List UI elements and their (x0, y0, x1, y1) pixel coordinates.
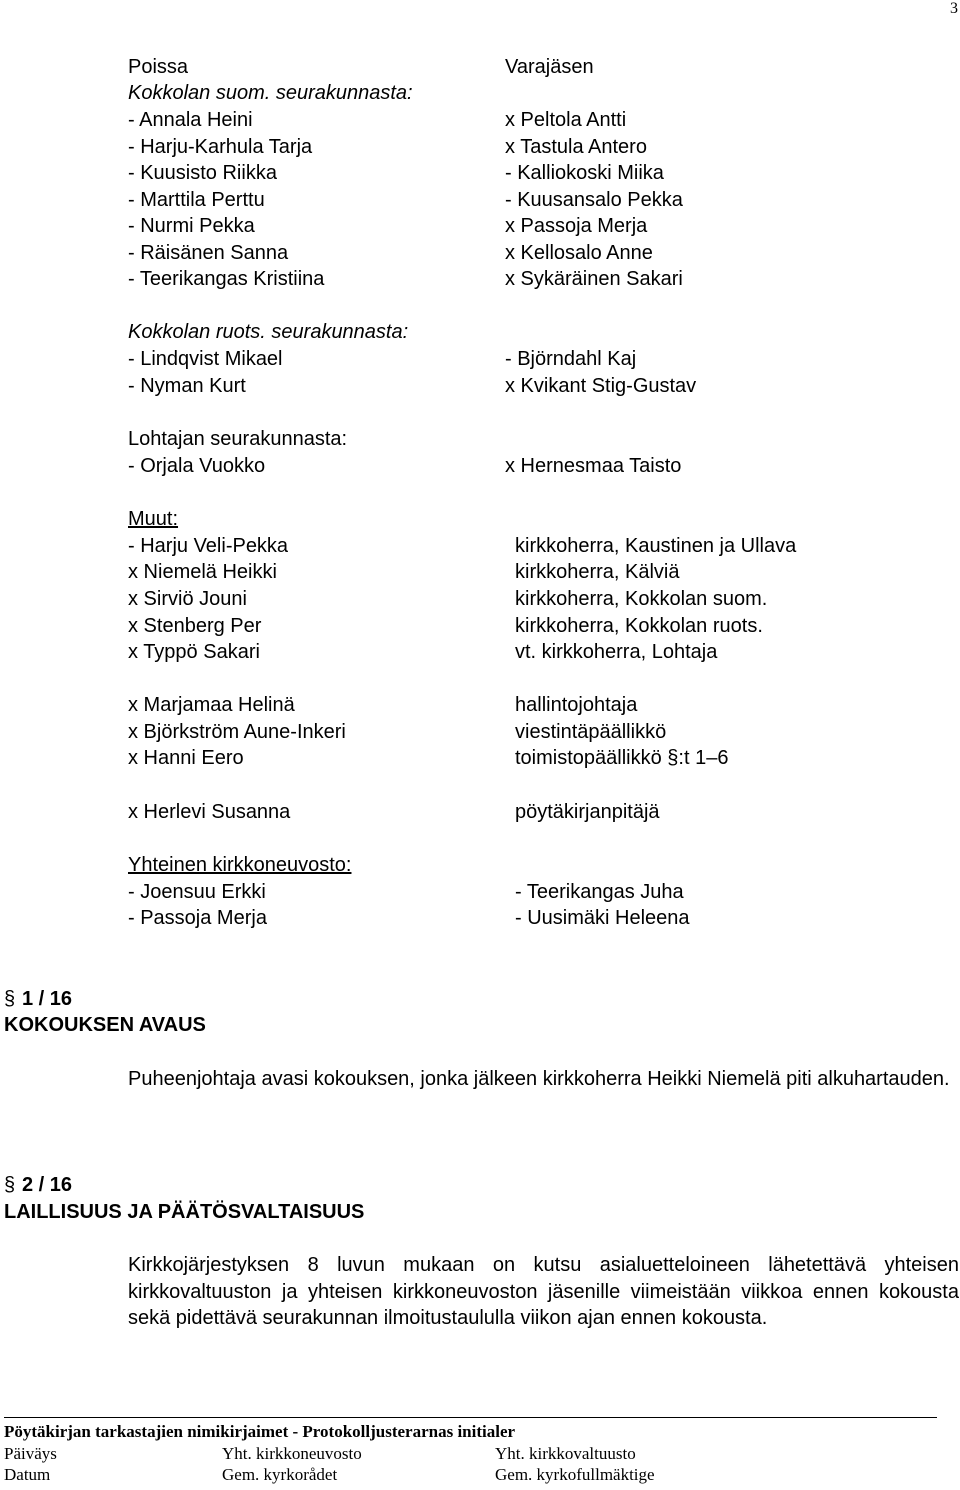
muut-name: - Harju Veli-Pekka (128, 535, 289, 557)
muut-role: kirkkoherra, Kokkolan ruots. (515, 615, 763, 637)
footer-title: Pöytäkirjan tarkastajien nimikirjaimet - Protokolljusterarnas initialer (4, 1422, 516, 1441)
yhteinen-heading: Yhteinen kirkkoneuvosto: (128, 854, 352, 876)
suom-member: - Harju-Karhula Tarja (128, 136, 313, 158)
muut-role: vt. kirkkoherra, Lohtaja (515, 641, 718, 663)
section-text: Puheenjohtaja avasi kokouksen, jonka jälkeen kirkkoherra Heikki Niemelä piti alkuhartauden. (128, 1068, 950, 1090)
suom-member: - Nurmi Pekka (128, 215, 255, 237)
yhteinen-role: - Teerikangas Juha (515, 881, 684, 903)
section-text: Kirkkojärjestyksen 8 luvun mukaan on kutsu asialuetteloineen lähetettävä yhteisen kirkkovaltuuston ja yhteisen kirkkoneuvoston jäsenille viimeistään viikkoa ennen kokousta sekä pidettävä seurakunnan ilmoitustaululla viikon ajan ennen kokousta. (128, 1254, 959, 1329)
muut-role: kirkkoherra, Kaustinen ja Ullava (515, 535, 797, 557)
suom-deputy: x Peltola Antti (505, 109, 627, 131)
ruots-deputy: - Björndahl Kaj (505, 348, 637, 370)
muut-heading: Muut: (128, 508, 179, 530)
secretary-name: x Herlevi Susanna (128, 801, 291, 823)
muut-name: x Typpö Sakari (128, 641, 260, 663)
yhteinen-role: - Uusimäki Heleena (515, 907, 690, 929)
lohtaja-member: - Orjala Vuokko (128, 455, 266, 477)
suom-deputy: x Passoja Merja (505, 215, 648, 237)
suom-member: - Teerikangas Kristiina (128, 268, 325, 290)
suom-deputy: - Kuusansalo Pekka (505, 189, 683, 211)
footer-assembly-label-sv: Gem. kyrkofullmäktige (495, 1465, 655, 1484)
yhteinen-name: - Joensuu Erkki (128, 881, 266, 903)
footer-council-label-sv: Gem. kyrkorådet (222, 1465, 338, 1484)
ruots-member: - Nyman Kurt (128, 375, 246, 397)
muut-role: kirkkoherra, Kokkolan suom. (515, 588, 768, 610)
suom-deputy: x Kellosalo Anne (505, 242, 653, 264)
staff-role: hallintojohtaja (515, 694, 638, 716)
suom-deputy: - Kalliokoski Miika (505, 162, 664, 184)
section-title: LAILLISUUS JA PÄÄTÖSVALTAISUUS (4, 1201, 365, 1223)
lohtaja-deputy: x Hernesmaa Taisto (505, 455, 682, 477)
suom-member: - Kuusisto Riikka (128, 162, 277, 184)
muut-name: x Sirviö Jouni (128, 588, 247, 610)
suom-deputy: x Tastula Antero (505, 136, 647, 158)
staff-name: x Björkström Aune-Inkeri (128, 721, 346, 743)
absent-heading: Poissa (128, 56, 189, 78)
footer-divider (4, 1417, 937, 1418)
secretary-role: pöytäkirjanpitäjä (515, 801, 660, 823)
ruots-deputy: x Kvikant Stig-Gustav (505, 375, 697, 397)
paragraph-sign-icon: § (4, 1174, 16, 1196)
suom-member: - Marttila Perttu (128, 189, 265, 211)
deputy-heading: Varajäsen (505, 56, 594, 78)
muut-name: x Stenberg Per (128, 615, 262, 637)
footer-council-label: Yht. kirkkoneuvosto (222, 1444, 362, 1463)
staff-name: x Hanni Eero (128, 747, 244, 769)
staff-role: viestintäpäällikkö (515, 721, 667, 743)
paragraph-sign-icon: § (4, 988, 16, 1010)
footer-date-label: Päiväys (4, 1444, 57, 1463)
muut-role: kirkkoherra, Kälviä (515, 561, 680, 583)
page-number: 3 (950, 0, 958, 17)
muut-name: x Niemelä Heikki (128, 561, 277, 583)
section-title: KOKOUKSEN AVAUS (4, 1014, 206, 1036)
section-number: 2 / 16 (22, 1174, 73, 1196)
staff-name: x Marjamaa Helinä (128, 694, 295, 716)
suom-heading: Kokkolan suom. seurakunnasta: (128, 82, 413, 104)
staff-role: toimistopäällikkö §:t 1–6 (515, 747, 729, 769)
ruots-heading: Kokkolan ruots. seurakunnasta: (128, 321, 409, 343)
suom-member: - Annala Heini (128, 109, 253, 131)
suom-member: - Räisänen Sanna (128, 242, 289, 264)
footer-assembly-label: Yht. kirkkovaltuusto (495, 1444, 636, 1463)
footer-date-label-sv: Datum (4, 1465, 51, 1484)
yhteinen-name: - Passoja Merja (128, 907, 267, 929)
ruots-member: - Lindqvist Mikael (128, 348, 283, 370)
suom-deputy: x Sykäräinen Sakari (505, 268, 683, 290)
lohtaja-heading: Lohtajan seurakunnasta: (128, 428, 348, 450)
section-number: 1 / 16 (22, 988, 73, 1010)
